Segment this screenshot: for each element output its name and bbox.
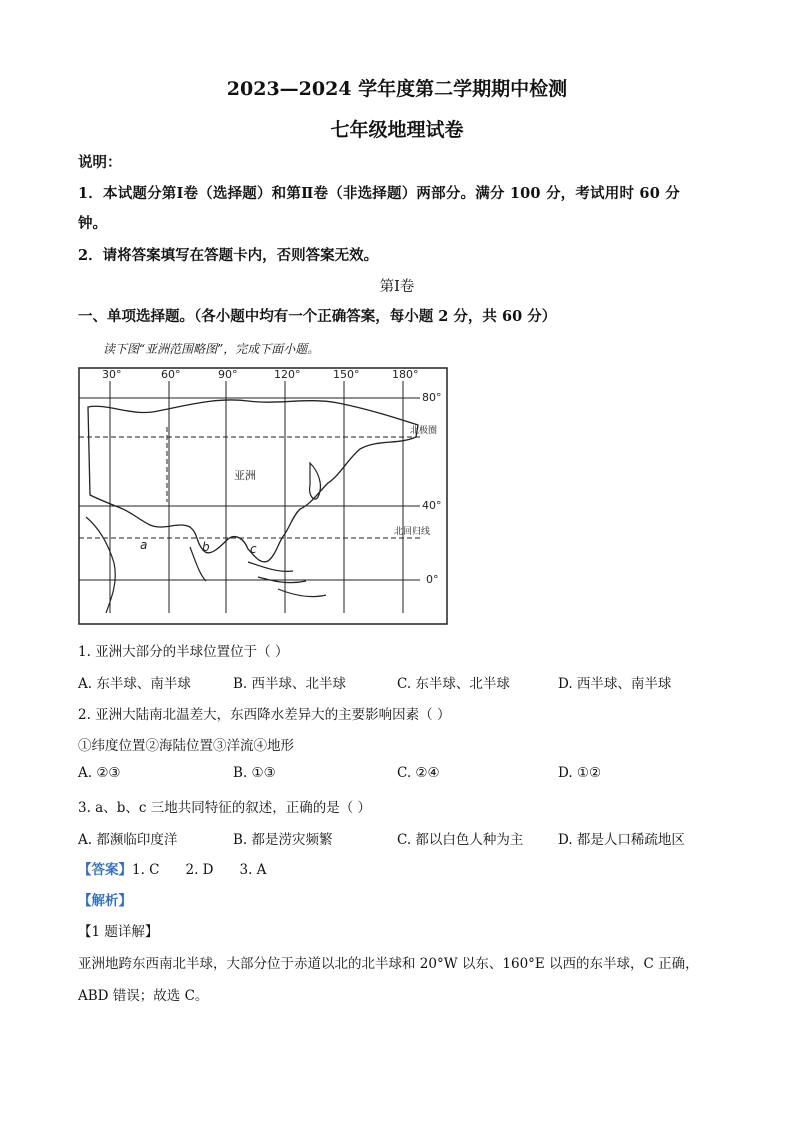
q1-detail-line-1: 亚洲地跨东西南北半球，大部分位于赤道以北的北半球和 20°W 以东、160°E 以西的东半球，C 正确， bbox=[78, 956, 699, 972]
notes-item-1-cont: 钟。 bbox=[78, 215, 107, 232]
tropic-label: 北回归线 bbox=[394, 527, 431, 537]
volume-heading: 第Ⅰ卷 bbox=[379, 279, 415, 295]
q1-detail-tag: 【1 题详解】 bbox=[78, 924, 159, 940]
question-2-stem: 2. 亚洲大陆南北温差大，东西降水差异大的主要影响因素（ ） bbox=[78, 707, 451, 723]
asia-label: 亚洲 bbox=[234, 469, 256, 482]
answer-1: 1. C bbox=[132, 862, 160, 878]
q3-option-a[interactable]: A. 都濒临印度洋 bbox=[78, 832, 178, 848]
answer-tag: 【答案】 bbox=[78, 862, 132, 878]
lat-label-0: 0° bbox=[426, 573, 439, 586]
map-frame bbox=[79, 368, 447, 624]
answer-3: 3. A bbox=[239, 862, 267, 878]
q1-option-d[interactable]: D. 西半球、南半球 bbox=[558, 676, 672, 692]
map-instruction: 读下图“亚洲范围略图”，完成下面小题。 bbox=[103, 342, 320, 356]
answer-row bbox=[78, 858, 266, 878]
answer-2: 2. D bbox=[185, 862, 214, 878]
lat-label-80: 80° bbox=[422, 391, 442, 404]
q1-option-b[interactable]: B. 西半球、北半球 bbox=[233, 676, 347, 692]
point-b-label: b bbox=[202, 540, 210, 554]
q2-option-a[interactable]: A. ②③ bbox=[78, 765, 121, 781]
point-a-label: a bbox=[140, 538, 148, 552]
q1-option-a[interactable]: A. 东半球、南半球 bbox=[78, 676, 191, 692]
analysis-tag: 【解析】 bbox=[78, 893, 132, 909]
notes-label: 说明： bbox=[78, 154, 122, 171]
exam-subtitle: 七年级地理试卷 bbox=[330, 119, 464, 141]
q2-option-c[interactable]: C. ②④ bbox=[397, 765, 440, 781]
lon-label-150: 150° bbox=[333, 368, 360, 381]
lon-label-60: 60° bbox=[161, 368, 181, 381]
q3-option-b[interactable]: B. 都是涝灾频繁 bbox=[233, 832, 333, 848]
q1-detail-line-2: ABD 错误；故选 C。 bbox=[78, 988, 209, 1004]
lon-label-30: 30° bbox=[102, 368, 122, 381]
lon-label-120: 120° bbox=[274, 368, 301, 381]
notes-item-2: 2．请将答案填写在答题卡内，否则答案无效。 bbox=[78, 247, 379, 264]
q2-option-d[interactable]: D. ①② bbox=[558, 765, 602, 781]
q3-option-d[interactable]: D. 都是人口稀疏地区 bbox=[558, 832, 685, 848]
lat-label-40: 40° bbox=[422, 499, 442, 512]
lon-label-180: 180° bbox=[392, 368, 419, 381]
exam-title: 2023—2024 学年度第二学期期中检测 bbox=[226, 78, 568, 100]
asia-map bbox=[78, 367, 448, 625]
question-1-stem: 1. 亚洲大部分的半球位置位于（ ） bbox=[78, 644, 289, 660]
q1-option-c[interactable]: C. 东半球、北半球 bbox=[397, 676, 510, 692]
q2-option-b[interactable]: B. ①③ bbox=[233, 765, 276, 781]
point-c-label: c bbox=[250, 542, 257, 556]
question-2-factors: ①纬度位置②海陆位置③洋流④地形 bbox=[78, 738, 294, 754]
arctic-circle-label: 北极圈 bbox=[410, 426, 438, 436]
notes-item-1: 1．本试题分第Ⅰ卷（选择题）和第Ⅱ卷（非选择题）两部分。满分 100 分，考试用时 60 分 bbox=[78, 185, 680, 202]
question-3-stem: 3. a、b、c 三地共同特征的叙述，正确的是（ ） bbox=[78, 800, 372, 816]
q3-option-c[interactable]: C. 都以白色人种为主 bbox=[397, 832, 524, 848]
lon-label-90: 90° bbox=[218, 368, 238, 381]
section-heading: 一、单项选择题。（各小题中均有一个正确答案，每小题 2 分，共 60 分） bbox=[78, 308, 557, 325]
